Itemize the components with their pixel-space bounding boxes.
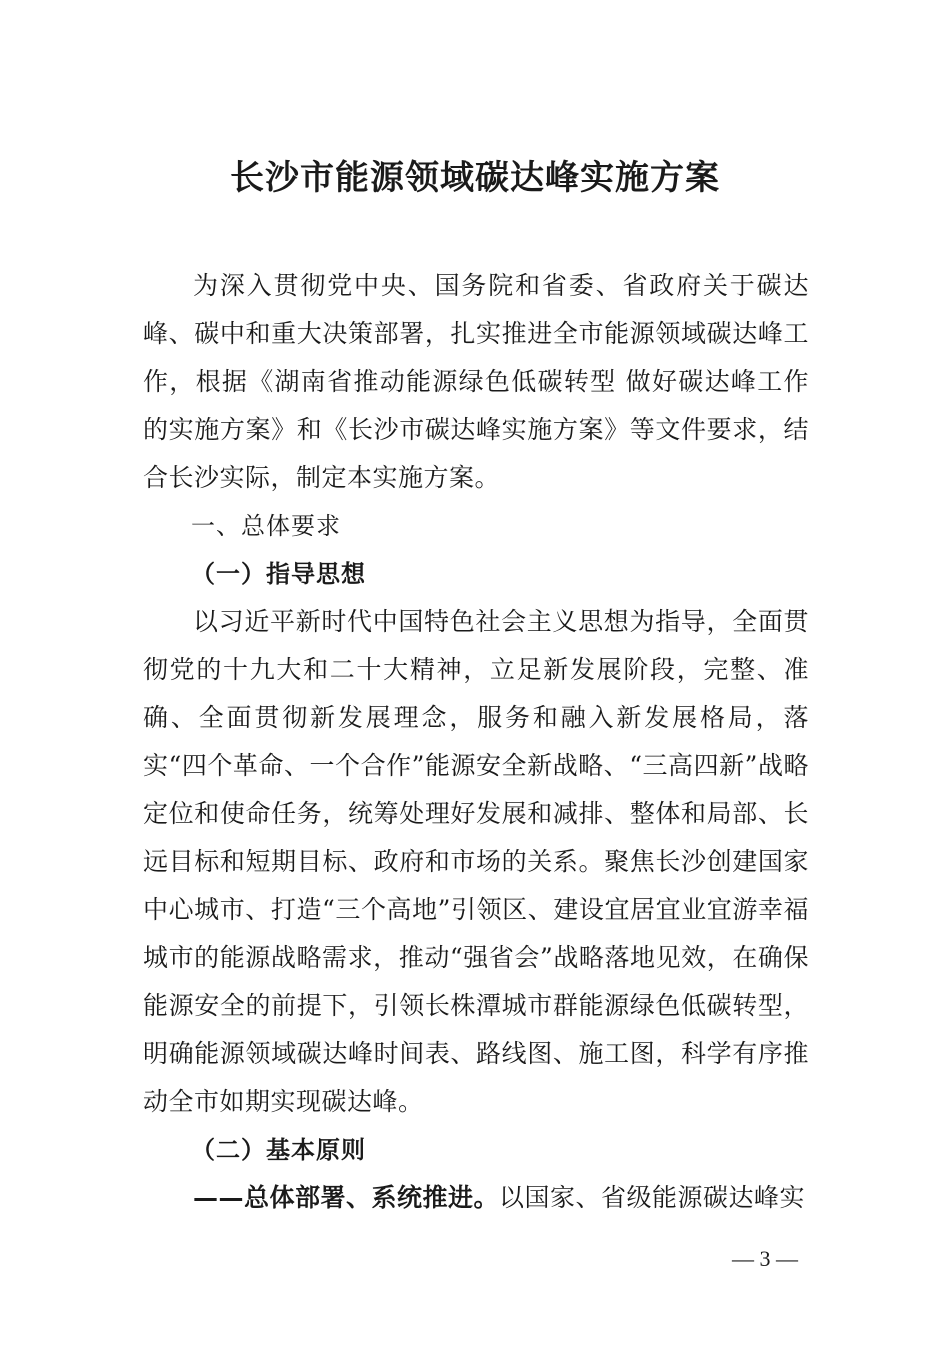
page-number: — 3 — <box>732 1246 798 1271</box>
section-heading-general-requirements: 一、总体要求 <box>191 512 341 540</box>
document-body <box>143 262 809 1222</box>
subsection-heading-guiding-ideology: （一）指导思想 <box>191 559 366 588</box>
principle-body-text: 以国家、省级能源碳达峰实 <box>499 1183 806 1212</box>
intro-paragraph: 为深入贯彻党中央、国务院和省委、省政府关于碳达峰、碳中和重大决策部署，扎实推进全市能源领域碳达峰工作，根据《湖南省推动能源绿色低碳转型 做好碳达峰工作的实施方案》和《长沙市碳达峰实施方案》等文件要求，结合长沙实际，制定本实施方案。 <box>143 271 809 492</box>
principle-paragraph <box>143 1174 809 1222</box>
subsection-heading-basic-principles: （二）基本原则 <box>191 1135 366 1164</box>
guiding-ideology-paragraph: 以习近平新时代中国特色社会主义思想为指导，全面贯彻党的十九大和二十大精神，立足新发展阶段，完整、准确、全面贯彻新发展理念，服务和融入新发展格局，落实“四个革命、一个合作”能源安全新战略、“三高四新”战略定位和使命任务，统筹处理好发展和减排、整体和局部、长远目标和短期目标、政府和市场的关系。聚焦长沙创建国家中心城市、打造“三个高地”引领区、建设宜居宜业宜游幸福城市的能源战略需求，推动“强省会”战略落地见效，在确保能源安全的前提下，引领长株潭城市群能源绿色低碳转型，明确能源领域碳达峰时间表、路线图、施工图，科学有序推动全市如期实现碳达峰。 <box>143 607 809 1116</box>
document-title: 长沙市能源领域碳达峰实施方案 <box>230 158 720 198</box>
principle-lead-text: ——总体部署、系统推进。 <box>193 1183 500 1212</box>
